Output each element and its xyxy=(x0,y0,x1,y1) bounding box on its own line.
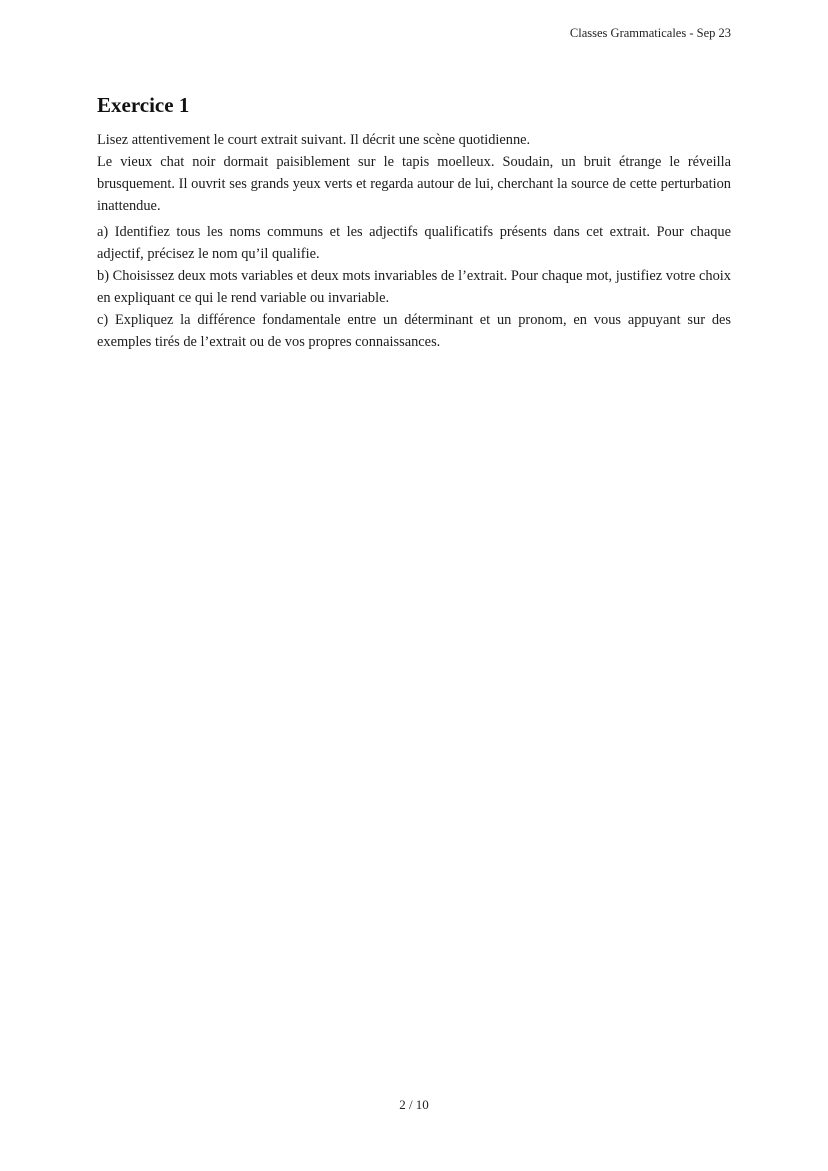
page-number: 2 / 10 xyxy=(399,1097,429,1112)
header-running-title: Classes Grammaticales - Sep 23 xyxy=(569,26,731,40)
exercise-section xyxy=(97,92,731,353)
intro-instruction: Lisez attentivement le court extrait suivant. Il décrit une scène quotidienne. xyxy=(97,132,531,148)
page-header xyxy=(97,26,731,40)
page-footer xyxy=(0,1097,828,1113)
questions-block xyxy=(97,221,731,353)
extract-paragraph: Le vieux chat noir dormait paisiblement sur le tapis moelleux. Soudain, un bruit étrange le réveilla brusquement. Il ouvrit ses grands yeux verts et regarda autour de lui, cherchant la source de cette perturbation inattendue. xyxy=(97,154,731,214)
question-c: c) Expliquez la différence fondamentale entre un déterminant et un pronom, en vous appuyant sur des exemples tirés de l’extrait ou de vos propres connaissances. xyxy=(97,312,731,350)
question-b: b) Choisissez deux mots variables et deux mots invariables de l’extrait. Pour chaque mot, justifiez votre choix en expliquant ce qui le rend variable ou invariable. xyxy=(97,268,731,306)
question-a: a) Identifiez tous les noms communs et les adjectifs qualificatifs présents dans cet extrait. Pour chaque adjectif, précisez le nom qu’il qualifie. xyxy=(97,224,731,262)
exercise-title: Exercice 1 xyxy=(97,93,190,117)
